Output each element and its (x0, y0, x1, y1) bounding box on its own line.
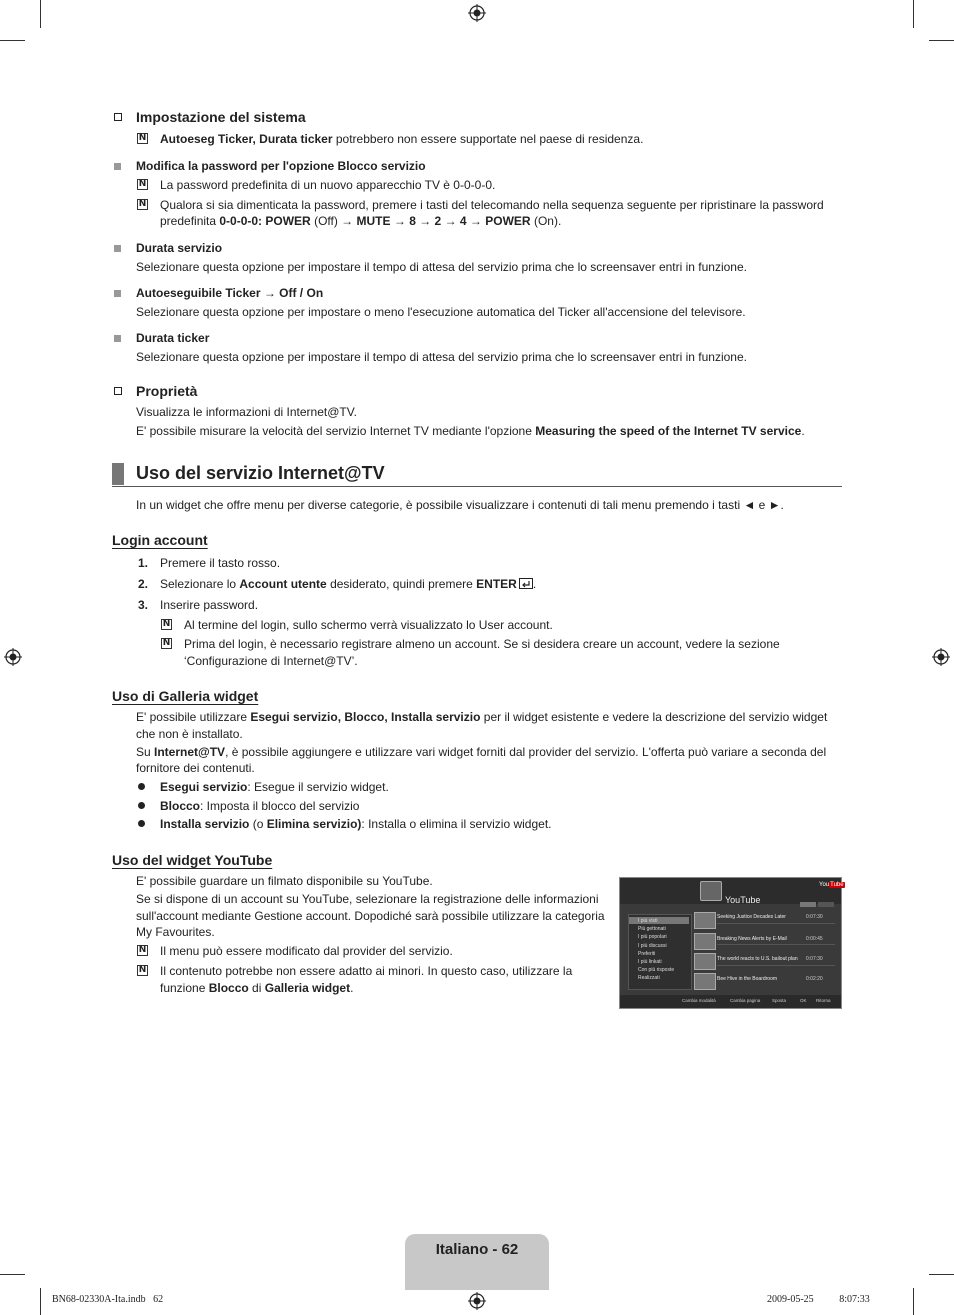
step-text: Premere il tasto rosso. (160, 556, 281, 570)
square-bullet-icon (114, 245, 121, 252)
paragraph: E' possibile utilizzare Esegui servizio, Blocco, Installa servizio per il widget esistente e vedere la descrizione del servizio widget (136, 710, 828, 724)
note-icon: N (138, 199, 147, 209)
youtube-heading: Uso del widget YouTube (112, 852, 273, 868)
video-title[interactable]: Bee Hive in the Boardroom (717, 976, 778, 982)
paragraph: Visualizza le informazioni di Internet@TV. (136, 405, 357, 419)
square-bullet-icon (114, 163, 121, 170)
bullet-icon (138, 783, 145, 790)
note-text: Qualora si sia dimenticata la password, premere i tasti del telecomando nella sequenza seguente per ripristinare la password (160, 198, 824, 212)
bullet-icon (138, 820, 145, 827)
video-duration: 0:02:20 (806, 976, 823, 982)
subsection-heading: Durata ticker (136, 331, 210, 345)
video-thumbnail[interactable] (694, 953, 716, 970)
yt-footer-hint: Cambia modalità (682, 998, 716, 1003)
crop-mark (0, 1274, 25, 1275)
paragraph: Selezionare questa opzione per impostare il tempo di attesa del servizio prima che lo screensaver entri in funzione. (136, 260, 747, 274)
note-text: Autoeseg Ticker, Durata ticker potrebbero non essere supportate nel paese di residenza. (160, 132, 644, 146)
subsection-heading: Modifica la password per l'opzione Blocco servizio (136, 159, 426, 173)
yt-footer-hint: OK (800, 998, 807, 1003)
print-datetime: 2009-05-25 ￿￿ 8:07:33 (767, 1294, 870, 1305)
paragraph: Selezionare questa opzione per impostare o meno l'esecuzione automatica del Ticker all'accensione del televisore. (136, 305, 746, 319)
yt-footer-hint: Ritorna (816, 998, 831, 1003)
subsection-heading: Durata servizio (136, 241, 223, 255)
video-duration: 0:07:30 (806, 956, 823, 962)
title-rule (112, 486, 842, 487)
yt-menu-item[interactable]: I più linkati (638, 959, 662, 965)
paragraph: E' possibile misurare la velocità del servizio Internet TV mediante l'opzione Measuring the speed of the Internet TV service. (136, 424, 805, 438)
paragraph: E' possibile guardare un filmato disponibile su YouTube. (136, 874, 433, 888)
step-number: 2. (138, 577, 149, 591)
registration-mark-icon (4, 648, 22, 666)
step-number: 3. (138, 598, 149, 612)
bullet-text: Esegui servizio: Esegue il servizio widget. (160, 780, 389, 794)
note-text: ‘Configurazione di Internet@TV’. (184, 654, 358, 668)
bullet-text: Installa servizio (o Elimina servizio): Installa o elimina il servizio widget. (160, 817, 552, 831)
widget-tv-icon (700, 881, 722, 901)
note-text: funzione Blocco di Galleria widget. (160, 981, 354, 995)
yt-menu-item[interactable]: I più visti (638, 918, 658, 924)
video-title[interactable]: The world reacts to U.S. bailout plan (717, 956, 798, 962)
page-number: Italiano - 62 (435, 1241, 519, 1258)
note-icon: N (162, 619, 171, 629)
checkbox-bullet-icon (114, 113, 122, 121)
yt-menu-item[interactable]: I più discussi (638, 943, 667, 949)
enter-icon (519, 578, 533, 589)
square-bullet-icon (114, 335, 121, 342)
crop-mark (929, 1274, 954, 1275)
yt-menu-item[interactable]: Con più risposte (638, 967, 675, 973)
paragraph: Selezionare questa opzione per impostare il tempo di attesa del servizio prima che lo screensaver entri in funzione. (136, 350, 747, 364)
section-heading: Proprietà (136, 383, 198, 399)
note-icon: N (138, 179, 147, 189)
video-duration: 0:00:45 (806, 936, 823, 942)
note-text: Il menu può essere modificato dal provider del servizio. (160, 944, 453, 958)
video-title[interactable]: Breaking News Alerts by E-Mail (717, 936, 787, 942)
note-text: Il contenuto potrebbe non essere adatto ai minori. In questo caso, utilizzare la (160, 964, 573, 978)
yt-tab[interactable] (800, 902, 816, 907)
checkbox-bullet-icon (114, 387, 122, 395)
crop-mark (0, 40, 25, 41)
yt-footer-hint: Sposta (772, 998, 787, 1003)
yt-menu-item[interactable]: Più gettonati (638, 926, 666, 932)
note-text: La password predefinita di un nuovo apparecchio TV è 0-0-0-0. (160, 178, 496, 192)
crop-mark (913, 1288, 914, 1315)
video-title[interactable]: Seeking Justice Decades Later (717, 914, 786, 920)
step-text: Selezionare lo Account utente desiderato, quindi premere ENTER . (160, 577, 537, 591)
note-icon: N (138, 133, 147, 143)
yt-title: YouTube (725, 895, 761, 905)
page-title: Uso del servizio Internet@TV (136, 463, 385, 483)
print-file-info: BN68-02330A-Ita.indb 62 (52, 1294, 164, 1305)
crop-mark (913, 0, 914, 28)
paragraph: Se si dispone di un account su YouTube, selezionare la registrazione delle informazioni (136, 892, 599, 906)
bullet-icon (138, 802, 145, 809)
title-marker (112, 463, 124, 485)
note-text: Al termine del login, sullo schermo verrà visualizzato lo User account. (184, 618, 553, 632)
paragraph: My Favourites. (136, 925, 215, 939)
crop-mark (929, 40, 954, 41)
crop-mark (40, 0, 41, 28)
subsection-heading: Autoeseguibile Ticker → Off / On (136, 286, 324, 300)
yt-tab[interactable] (818, 902, 834, 907)
step-text: Inserire password. (160, 598, 259, 612)
video-thumbnail[interactable] (694, 933, 716, 950)
section-heading: Impostazione del sistema (136, 109, 306, 125)
video-thumbnail[interactable] (694, 973, 716, 990)
crop-mark (40, 1288, 41, 1315)
step-number: 1. (138, 556, 149, 570)
paragraph: fornitore dei contenuti. (136, 761, 255, 775)
note-icon: N (162, 638, 171, 648)
note-icon: N (138, 965, 147, 975)
registration-mark-icon (468, 4, 486, 22)
video-duration: 0:07:30 (806, 914, 823, 920)
registration-mark-icon (468, 1292, 486, 1310)
video-thumbnail[interactable] (694, 912, 716, 929)
bullet-text: Blocco: Imposta il blocco del servizio (160, 799, 360, 813)
paragraph: che non è installato. (136, 727, 243, 741)
yt-menu-item[interactable]: Preferiti (638, 951, 656, 957)
registration-mark-icon (932, 648, 950, 666)
yt-menu-item[interactable]: I più popolari (638, 934, 667, 940)
paragraph: Su Internet@TV, è possibile aggiungere e utilizzare vari widget forniti dal provider del servizio. L'offerta può variare a seconda del (136, 745, 827, 759)
intro-paragraph: In un widget che offre menu per diverse categorie, è possibile visualizzare i contenuti di tali menu premendo i tasti ◄ e ►. (136, 498, 784, 512)
youtube-logo-icon: YouTube (819, 882, 844, 888)
row-divider (717, 923, 835, 924)
square-bullet-icon (114, 290, 121, 297)
paragraph: sull'account mediante Gestione account. Dopodiché sarà possibile utilizzare la categoria (136, 909, 605, 923)
galleria-heading: Uso di Galleria widget (112, 688, 259, 704)
youtube-screenshot (619, 877, 842, 1009)
note-text: predefinita 0-0-0-0: POWER (Off) → MUTE → 8 → 2 → 4 → POWER (On). (160, 214, 562, 228)
login-heading: Login account (112, 532, 208, 548)
yt-footer-hint: Cambia pagina (730, 998, 761, 1003)
row-divider (717, 944, 835, 945)
row-divider (717, 965, 835, 966)
note-text: Prima del login, è necessario registrare almeno un account. Se si desidera creare un account, vedere la sezione (184, 637, 780, 651)
yt-menu-item[interactable]: Realizzati (638, 975, 660, 981)
note-icon: N (138, 945, 147, 955)
